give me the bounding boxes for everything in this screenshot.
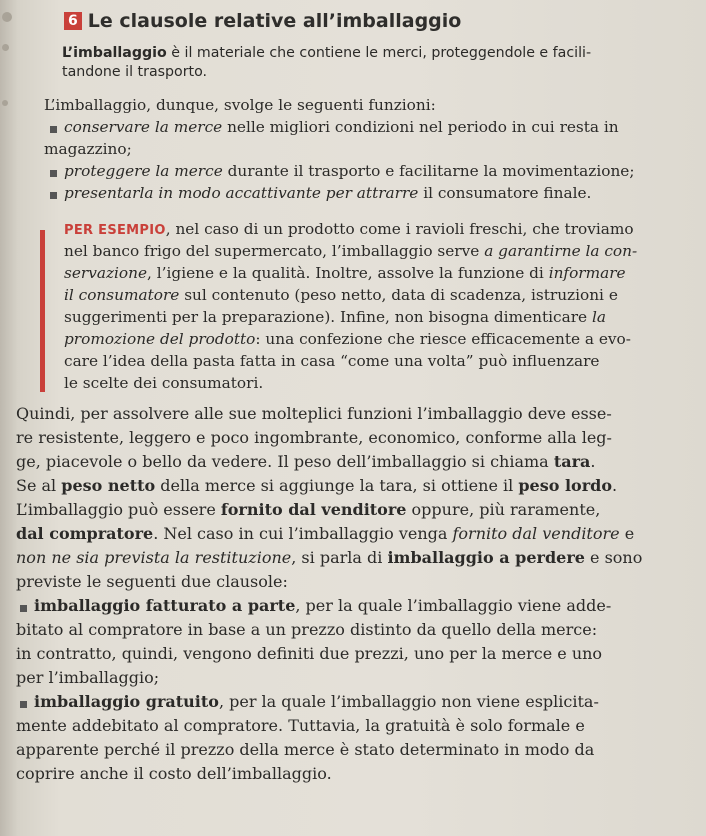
example-line-7: care l’idea della pasta fatta in casa “come una volta” può influenzare [64, 352, 600, 370]
function-item-3: presentarla in modo accattivante per attrarre il consumatore finale. [64, 184, 592, 202]
clause-1-line-1: imballaggio fatturato a parte, per la quale l’imballaggio viene adde- [34, 596, 612, 615]
example-line-5: suggerimenti per la preparazione). Infine, non bisogna dimenticare la [64, 308, 606, 326]
bullet-icon [50, 170, 57, 177]
function-item-1-cont: magazzino; [44, 140, 132, 158]
main-line-7: non ne sia prevista la restituzione, si parla di imballaggio a perdere e sono [16, 548, 643, 567]
clause-1-line-2: bitato al compratore in base a un prezzo distinto da quello della merce: [16, 620, 598, 639]
margin-mark [2, 12, 12, 22]
clause-1-line-4: per l’imballaggio; [16, 668, 160, 687]
main-line-6: dal compratore. Nel caso in cui l’imballaggio venga fornito dal venditore e [16, 524, 635, 543]
clause-1-line-3: in contratto, quindi, vengono definiti due prezzi, uno per la merce e uno [16, 644, 603, 663]
example-line-2: nel banco frigo del supermercato, l’imballaggio serve a garantirne la con- [64, 242, 638, 260]
function-item-1: conservare la merce nelle migliori condizioni nel periodo in cui resta in [64, 118, 619, 136]
example-line-4: il consumatore sul contenuto (peso netto, data di scadenza, istruzioni e [64, 286, 618, 304]
section-title-text: Le clausole relative all’imballaggio [87, 10, 462, 32]
clause-2-line-4: coprire anche il costo dell’imballaggio. [16, 764, 332, 783]
intro-line-2: tandone il trasporto. [62, 64, 208, 80]
main-line-8: previste le seguenti due clausole: [16, 572, 288, 591]
margin-mark [2, 44, 9, 51]
clause-2-line-1: imballaggio gratuito, per la quale l’imballaggio non viene esplicita- [34, 692, 599, 711]
section-number: 6 [64, 12, 82, 30]
main-line-1: Quindi, per assolvere alle sue molteplici funzioni l’imballaggio deve esse- [16, 404, 612, 423]
functions-lead: L’imballaggio, dunque, svolge le seguenti funzioni: [44, 96, 436, 114]
intro-line-1: L’imballaggio è il materiale che contiene le merci, proteggendole e facili- [62, 45, 592, 61]
example-line-8: le scelte dei consumatori. [64, 374, 264, 392]
main-line-2: re resistente, leggero e poco ingombrante, economico, conforme alla leg- [16, 428, 612, 447]
clause-2-line-2: mente addebitato al compratore. Tuttavia, la gratuità è solo formale e [16, 716, 585, 735]
section-title [64, 10, 461, 32]
example-line-1: PER ESEMPIO, nel caso di un prodotto come i ravioli freschi, che troviamo [64, 220, 634, 238]
example-accent-bar [40, 230, 45, 392]
clause-2-line-3: apparente perché il prezzo della merce è stato determinato in modo da [16, 740, 595, 759]
example-line-3: servazione, l’igiene e la qualità. Inoltre, assolve la funzione di informare [64, 264, 626, 282]
bullet-icon [50, 192, 57, 199]
bullet-icon [20, 701, 27, 708]
example-label: PER ESEMPIO [64, 223, 166, 238]
main-line-3: ge, piacevole o bello da vedere. Il peso dell’imballaggio si chiama tara. [16, 452, 596, 471]
margin-mark [2, 100, 8, 106]
example-line-6: promozione del prodotto: una confezione che riesce efficacemente a evo- [64, 330, 631, 348]
main-line-5: L’imballaggio può essere fornito dal venditore oppure, più raramente, [16, 500, 601, 519]
function-item-2: proteggere la merce durante il trasporto e facilitarne la movimentazione; [64, 162, 635, 180]
bullet-icon [50, 126, 57, 133]
main-line-4: Se al peso netto della merce si aggiunge la tara, si ottiene il peso lordo. [16, 476, 618, 495]
bullet-icon [20, 605, 27, 612]
